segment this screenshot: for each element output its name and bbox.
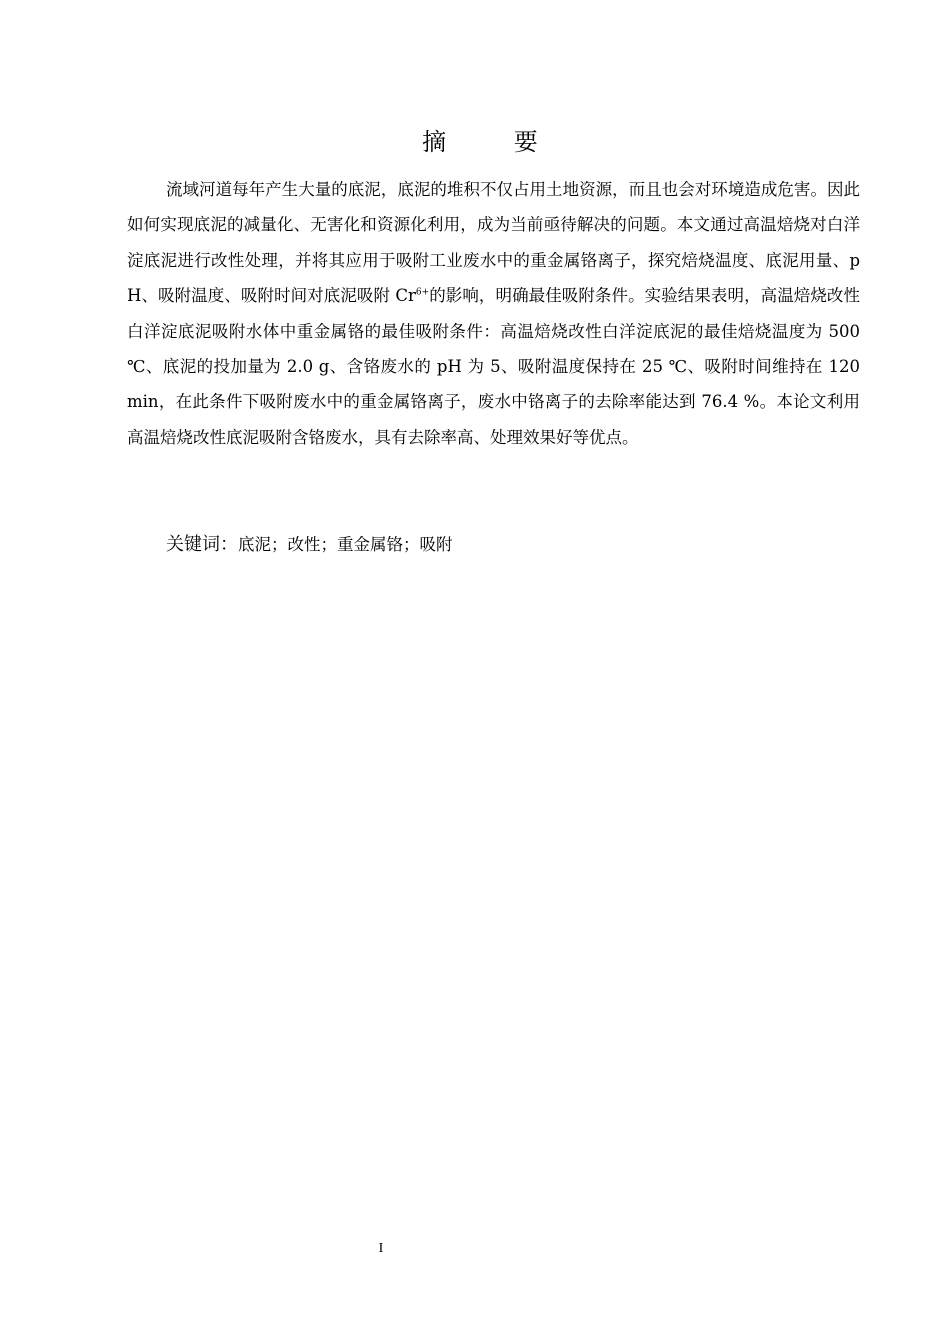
keywords-text: 底泥；改性；重金属铬；吸附 bbox=[238, 535, 453, 554]
abstract-text-part-2: 的影响，明确最佳吸附条件。实验结果表明，高温焙烧改性白洋淀底泥吸附水体中重金属铬的最佳吸附条件：高温焙烧改性白洋淀底泥的最佳焙烧温度为 500 ℃、底泥的投加量为 2.0 g、含铬废水的 pH 为 5、吸附温度保持在 25 ℃、吸附时间维持在 120 min，在此条件下吸附废水中的重金属铬离子，废水中铬离子的去除率能达到 76.4 %。本论文利用高温焙烧改性底泥吸附含铬废水，具有去除率高、处理效果好等优点。 bbox=[127, 286, 860, 447]
chromium-charge-superscript: 6+ bbox=[415, 287, 430, 298]
abstract-title: 摘 要 bbox=[422, 128, 568, 156]
keywords-line bbox=[166, 528, 766, 562]
abstract-paragraph bbox=[127, 172, 860, 455]
keywords-label: 关键词： bbox=[166, 534, 238, 555]
abstract-text-part-1: 流域河道每年产生大量的底泥，底泥的堆积不仅占用土地资源，而且也会对环境造成危害。因此如何实现底泥的减量化、无害化和资源化利用，成为当前亟待解决的问题。本文通过高温焙烧对白洋淀底泥进行改性处理，并将其应用于吸附工业废水中的重金属铬离子，探究焙烧温度、底泥用量、pH、吸附温度、吸附时间对底泥吸附 Cr bbox=[127, 180, 860, 306]
page-number: I bbox=[378, 1241, 384, 1256]
